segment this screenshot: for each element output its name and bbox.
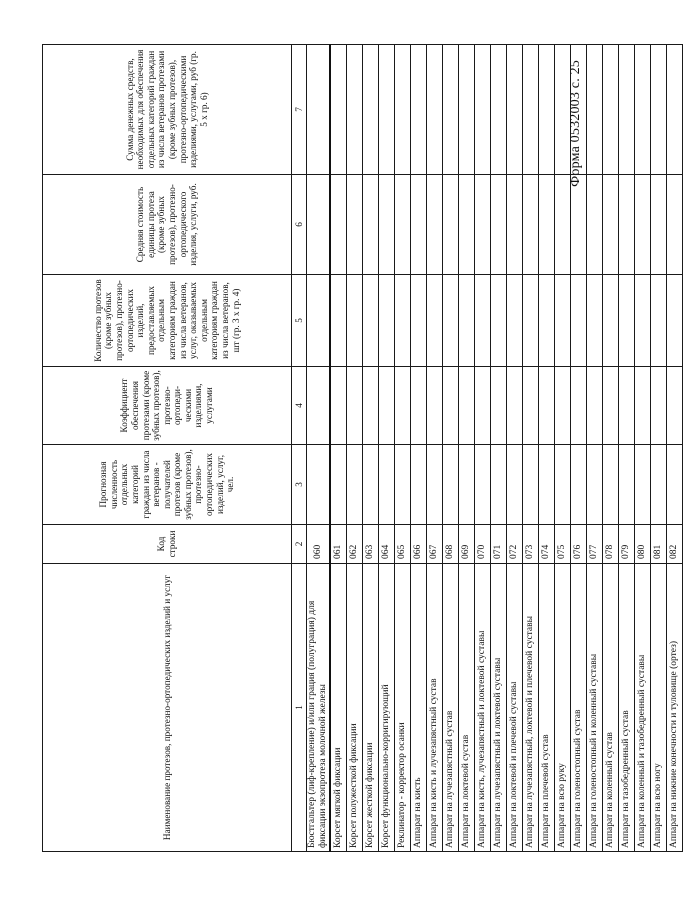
value-cell-col4[interactable] xyxy=(363,367,379,445)
value-cell-col3[interactable] xyxy=(307,445,331,525)
item-name: Аппарат на коленный сустав xyxy=(603,564,619,852)
value-cell-col5[interactable] xyxy=(651,275,667,367)
value-cell-col4[interactable] xyxy=(507,367,523,445)
column-number: 6 xyxy=(292,175,307,275)
item-name: Аппарат на плечевой сустав xyxy=(539,564,555,852)
table-row xyxy=(587,45,603,852)
value-cell-col6[interactable] xyxy=(363,175,379,275)
value-cell-col6[interactable] xyxy=(635,175,651,275)
value-cell-col7[interactable] xyxy=(427,45,443,175)
table-row xyxy=(427,45,443,852)
value-cell-col6[interactable] xyxy=(651,175,667,275)
value-cell-col4[interactable] xyxy=(619,367,635,445)
table-row xyxy=(363,45,379,852)
table-row xyxy=(619,45,635,852)
value-cell-col6[interactable] xyxy=(619,175,635,275)
row-code: 060 xyxy=(307,525,331,564)
row-code: 063 xyxy=(363,525,379,564)
item-name: Бюстгальтер (лиф-крепление) и/или грация (полуграция) для фиксации экзопротеза молочной железы xyxy=(307,564,331,852)
column-number: 7 xyxy=(292,45,307,175)
header-col4: Коэффициент обеспечения протезами (кроме зубных протезов), протезно-ортопеди-ческими изделиями, услугами xyxy=(43,367,292,445)
value-cell-col3[interactable] xyxy=(635,445,651,525)
value-cell-col3[interactable] xyxy=(491,445,507,525)
value-cell-col4[interactable] xyxy=(411,367,427,445)
value-cell-col4[interactable] xyxy=(347,367,363,445)
column-number: 4 xyxy=(292,367,307,445)
table-row xyxy=(571,45,587,852)
table-row xyxy=(379,45,395,852)
item-name: Корсет полужесткой фиксации xyxy=(347,564,363,852)
row-code: 079 xyxy=(619,525,635,564)
value-cell-col7[interactable] xyxy=(635,45,651,175)
value-cell-col3[interactable] xyxy=(475,445,491,525)
value-cell-col4[interactable] xyxy=(587,367,603,445)
value-cell-col5[interactable] xyxy=(475,275,491,367)
value-cell-col3[interactable] xyxy=(619,445,635,525)
value-cell-col7[interactable] xyxy=(507,45,523,175)
value-cell-col7[interactable] xyxy=(475,45,491,175)
value-cell-col3[interactable] xyxy=(395,445,411,525)
row-code: 076 xyxy=(571,525,587,564)
value-cell-col3[interactable] xyxy=(523,445,539,525)
table-row xyxy=(395,45,411,852)
value-cell-col5[interactable] xyxy=(539,275,555,367)
item-name: Аппарат на тазобедренный сустав xyxy=(619,564,635,852)
value-cell-col5[interactable] xyxy=(491,275,507,367)
value-cell-col5[interactable] xyxy=(635,275,651,367)
value-cell-col5[interactable] xyxy=(363,275,379,367)
table-row xyxy=(347,45,363,852)
item-name: Аппарат на нижние конечности и туловище (ортез) xyxy=(667,564,683,852)
item-name: Аппарат на локтевой сустав xyxy=(459,564,475,852)
value-cell-col6[interactable] xyxy=(667,175,683,275)
value-cell-col3[interactable] xyxy=(379,445,395,525)
value-cell-col4[interactable] xyxy=(571,367,587,445)
value-cell-col3[interactable] xyxy=(555,445,571,525)
value-cell-col5[interactable] xyxy=(443,275,459,367)
value-cell-col7[interactable] xyxy=(363,45,379,175)
value-cell-col7[interactable] xyxy=(587,45,603,175)
value-cell-col5[interactable] xyxy=(395,275,411,367)
column-number: 3 xyxy=(292,445,307,525)
value-cell-col6[interactable] xyxy=(491,175,507,275)
value-cell-col3[interactable] xyxy=(507,445,523,525)
value-cell-col7[interactable] xyxy=(491,45,507,175)
row-code: 077 xyxy=(587,525,603,564)
row-code: 080 xyxy=(635,525,651,564)
item-name: Аппарат на коленный и тазобедренный суставы xyxy=(635,564,651,852)
value-cell-col6[interactable] xyxy=(539,175,555,275)
value-cell-col7[interactable] xyxy=(555,45,571,175)
header-col3: Прогнозная численность отдельных категорий граждан из числа ветеранов - получателей протезов (кроме зубных протезов), протезно-ортопедических изделий, услуг, чел. xyxy=(43,445,292,525)
value-cell-col4[interactable] xyxy=(330,367,347,445)
value-cell-col3[interactable] xyxy=(330,445,347,525)
value-cell-col6[interactable] xyxy=(330,175,347,275)
value-cell-col4[interactable] xyxy=(667,367,683,445)
column-number: 1 xyxy=(292,564,307,852)
value-cell-col7[interactable] xyxy=(395,45,411,175)
row-code: 071 xyxy=(491,525,507,564)
row-code: 070 xyxy=(475,525,491,564)
row-code: 067 xyxy=(427,525,443,564)
value-cell-col4[interactable] xyxy=(539,367,555,445)
value-cell-col7[interactable] xyxy=(307,45,331,175)
value-cell-col7[interactable] xyxy=(443,45,459,175)
value-cell-col5[interactable] xyxy=(571,275,587,367)
header-code: Код строки xyxy=(43,525,292,564)
value-cell-col3[interactable] xyxy=(411,445,427,525)
table-body xyxy=(307,45,683,852)
value-cell-col7[interactable] xyxy=(523,45,539,175)
item-name: Аппарат на кисть и лучезапястный сустав xyxy=(427,564,443,852)
column-number: 5 xyxy=(292,275,307,367)
value-cell-col3[interactable] xyxy=(587,445,603,525)
value-cell-col3[interactable] xyxy=(443,445,459,525)
value-cell-col5[interactable] xyxy=(507,275,523,367)
value-cell-col6[interactable] xyxy=(507,175,523,275)
value-cell-col5[interactable] xyxy=(459,275,475,367)
value-cell-col5[interactable] xyxy=(379,275,395,367)
value-cell-col4[interactable] xyxy=(635,367,651,445)
item-name: Аппарат на кисть xyxy=(411,564,427,852)
value-cell-col5[interactable] xyxy=(523,275,539,367)
value-cell-col3[interactable] xyxy=(571,445,587,525)
value-cell-col4[interactable] xyxy=(651,367,667,445)
table-row xyxy=(443,45,459,852)
table-row xyxy=(635,45,651,852)
value-cell-col6[interactable] xyxy=(347,175,363,275)
value-cell-col3[interactable] xyxy=(667,445,683,525)
header-row xyxy=(43,45,292,852)
value-cell-col7[interactable] xyxy=(379,45,395,175)
value-cell-col3[interactable] xyxy=(363,445,379,525)
table-row xyxy=(651,45,667,852)
value-cell-col4[interactable] xyxy=(307,367,331,445)
value-cell-col5[interactable] xyxy=(603,275,619,367)
value-cell-col7[interactable] xyxy=(603,45,619,175)
value-cell-col5[interactable] xyxy=(307,275,331,367)
table-row xyxy=(539,45,555,852)
value-cell-col4[interactable] xyxy=(523,367,539,445)
value-cell-col7[interactable] xyxy=(347,45,363,175)
item-name: Реклинатор - корректор осанки xyxy=(395,564,411,852)
value-cell-col7[interactable] xyxy=(539,45,555,175)
value-cell-col3[interactable] xyxy=(539,445,555,525)
item-name: Аппарат на локтевой и плечевой суставы xyxy=(507,564,523,852)
value-cell-col4[interactable] xyxy=(443,367,459,445)
value-cell-col7[interactable] xyxy=(651,45,667,175)
value-cell-col6[interactable] xyxy=(459,175,475,275)
value-cell-col6[interactable] xyxy=(523,175,539,275)
value-cell-col3[interactable] xyxy=(459,445,475,525)
row-code: 062 xyxy=(347,525,363,564)
value-cell-col6[interactable] xyxy=(395,175,411,275)
value-cell-col5[interactable] xyxy=(347,275,363,367)
header-name: Наименование протезов, протезно-ортопедических изделий и услуг xyxy=(43,564,292,852)
value-cell-col6[interactable] xyxy=(475,175,491,275)
table-row xyxy=(459,45,475,852)
value-cell-col5[interactable] xyxy=(587,275,603,367)
table-row xyxy=(411,45,427,852)
value-cell-col5[interactable] xyxy=(427,275,443,367)
value-cell-col4[interactable] xyxy=(555,367,571,445)
item-name: Корсет мягкой фиксации xyxy=(330,564,347,852)
value-cell-col4[interactable] xyxy=(491,367,507,445)
table-row xyxy=(667,45,683,852)
value-cell-col7[interactable] xyxy=(459,45,475,175)
value-cell-col7[interactable] xyxy=(571,45,587,175)
value-cell-col7[interactable] xyxy=(619,45,635,175)
item-name: Аппарат на голеностопный и коленный суставы xyxy=(587,564,603,852)
item-name: Аппарат на голеностопный сустав xyxy=(571,564,587,852)
item-name: Аппарат на всю ногу xyxy=(651,564,667,852)
value-cell-col4[interactable] xyxy=(395,367,411,445)
row-code: 072 xyxy=(507,525,523,564)
row-code: 069 xyxy=(459,525,475,564)
column-number-row xyxy=(292,45,307,852)
table-row xyxy=(507,45,523,852)
value-cell-col3[interactable] xyxy=(651,445,667,525)
value-cell-col6[interactable] xyxy=(443,175,459,275)
table-row xyxy=(555,45,571,852)
value-cell-col6[interactable] xyxy=(379,175,395,275)
table-row xyxy=(523,45,539,852)
form-label: Форма 0532003 с. 25 xyxy=(568,60,583,187)
value-cell-col4[interactable] xyxy=(427,367,443,445)
header-col6: Средняя стоимость единицы протеза (кроме зубных протезов), протезно-ортопедического изделия, услуги, руб. xyxy=(43,175,292,275)
row-code: 066 xyxy=(411,525,427,564)
row-code: 073 xyxy=(523,525,539,564)
table-row xyxy=(475,45,491,852)
table-row xyxy=(603,45,619,852)
row-code: 065 xyxy=(395,525,411,564)
value-cell-col7[interactable] xyxy=(330,45,347,175)
value-cell-col4[interactable] xyxy=(379,367,395,445)
value-cell-col5[interactable] xyxy=(667,275,683,367)
row-code: 082 xyxy=(667,525,683,564)
value-cell-col6[interactable] xyxy=(571,175,587,275)
item-name: Аппарат на кисть, лучезапястный и локтевой суставы xyxy=(475,564,491,852)
row-code: 078 xyxy=(603,525,619,564)
item-name: Аппарат на всю руку xyxy=(555,564,571,852)
header-col7: Сумма денежных средств, необходимых для обеспечения отдельных категорий граждан из числа ветеранов протезами (кроме зубных протезов), протезно-ортопедическими изделиями, услугами, руб (гр. 5 х гр. 6) xyxy=(43,45,292,175)
table-row xyxy=(330,45,347,852)
item-name: Корсет функционально-корригирующий xyxy=(379,564,395,852)
value-cell-col5[interactable] xyxy=(555,275,571,367)
value-cell-col3[interactable] xyxy=(427,445,443,525)
value-cell-col4[interactable] xyxy=(603,367,619,445)
row-code: 061 xyxy=(330,525,347,564)
value-cell-col6[interactable] xyxy=(603,175,619,275)
header-col5: Количество протезов (кроме зубных протезов), протезно-ортопедических изделий, предоставляемых отдельным категориям граждан из числа ветеранов, услуг, оказываемых отдельным категориям граждан из числа ветеранов, шт (гр. 3 х гр. 4) xyxy=(43,275,292,367)
value-cell-col4[interactable] xyxy=(475,367,491,445)
table-row xyxy=(491,45,507,852)
value-cell-col7[interactable] xyxy=(411,45,427,175)
value-cell-col6[interactable] xyxy=(427,175,443,275)
table-row xyxy=(307,45,331,852)
value-cell-col5[interactable] xyxy=(330,275,347,367)
item-name: Аппарат на лучезапястный, локтевой и плечевой суставы xyxy=(523,564,539,852)
form-table xyxy=(42,44,683,852)
item-name: Корсет жесткой фиксации xyxy=(363,564,379,852)
value-cell-col6[interactable] xyxy=(411,175,427,275)
item-name: Аппарат на лучезапястный и локтевой суставы xyxy=(491,564,507,852)
value-cell-col5[interactable] xyxy=(619,275,635,367)
value-cell-col4[interactable] xyxy=(459,367,475,445)
value-cell-col6[interactable] xyxy=(555,175,571,275)
value-cell-col3[interactable] xyxy=(347,445,363,525)
item-name: Аппарат на лучезапястный сустав xyxy=(443,564,459,852)
row-code: 064 xyxy=(379,525,395,564)
value-cell-col6[interactable] xyxy=(587,175,603,275)
row-code: 075 xyxy=(555,525,571,564)
value-cell-col7[interactable] xyxy=(667,45,683,175)
value-cell-col3[interactable] xyxy=(603,445,619,525)
row-code: 074 xyxy=(539,525,555,564)
column-number: 2 xyxy=(292,525,307,564)
value-cell-col6[interactable] xyxy=(307,175,331,275)
value-cell-col5[interactable] xyxy=(411,275,427,367)
row-code: 068 xyxy=(443,525,459,564)
row-code: 081 xyxy=(651,525,667,564)
